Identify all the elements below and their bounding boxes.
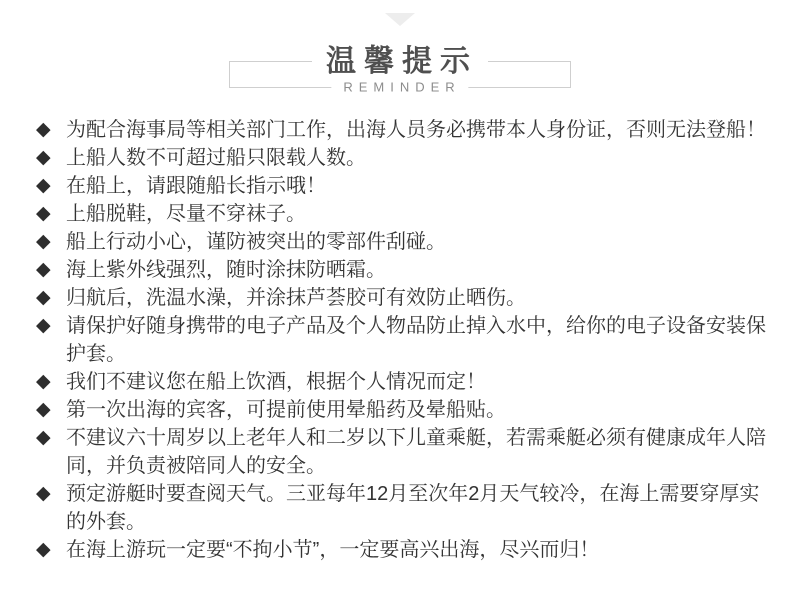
reminder-header: [229, 45, 571, 95]
reminder-text: 归航后，洗温水澡，并涂抹芦荟胶可有效防止晒伤。: [66, 287, 526, 309]
list-item: [36, 256, 768, 284]
reminder-text: 海上紫外线强烈，随时涂抹防晒霜。: [66, 259, 386, 281]
list-item: [36, 368, 768, 396]
list-item: [36, 172, 768, 200]
list-item: [36, 228, 768, 256]
reminder-text: 上船脱鞋，尽量不穿袜子。: [66, 203, 306, 225]
list-item: [36, 312, 768, 368]
list-item: [36, 480, 768, 536]
diamond-bullet-icon: ◆: [36, 427, 51, 448]
diamond-bullet-icon: ◆: [36, 231, 51, 252]
list-item: [36, 424, 768, 480]
list-item: [36, 284, 768, 312]
diamond-bullet-icon: ◆: [36, 315, 51, 336]
list-item: [36, 536, 768, 564]
reminder-text: 预定游艇时要查阅天气。三亚每年12月至次年2月天气较冷，在海上需要穿厚实的外套。: [66, 483, 760, 533]
diamond-bullet-icon: ◆: [36, 399, 51, 420]
list-item: [36, 144, 768, 172]
diamond-bullet-icon: ◆: [36, 371, 51, 392]
triangle-down-icon: [385, 13, 415, 26]
reminder-text: 我们不建议您在船上饮酒，根据个人情况而定！: [66, 371, 486, 393]
reminder-text: 第一次出海的宾客，可提前使用晕船药及晕船贴。: [66, 399, 506, 421]
diamond-bullet-icon: ◆: [36, 119, 51, 140]
diamond-bullet-icon: ◆: [36, 259, 51, 280]
reminder-text: 不建议六十周岁以上老年人和二岁以下儿童乘艇，若需乘艇必须有健康成年人陪同，并负责被陪同人的安全。: [66, 427, 766, 477]
diamond-bullet-icon: ◆: [36, 287, 51, 308]
reminder-list: [0, 116, 800, 564]
list-item: [36, 200, 768, 228]
reminder-text: 在船上，请跟随船长指示哦！: [66, 175, 326, 197]
page-title: 温馨提示: [312, 47, 488, 77]
list-item: [36, 396, 768, 424]
diamond-bullet-icon: ◆: [36, 175, 51, 196]
diamond-bullet-icon: ◆: [36, 539, 51, 560]
reminder-text: 上船人数不可超过船只限载人数。: [66, 147, 366, 169]
reminder-text: 为配合海事局等相关部门工作，出海人员务必携带本人身份证，否则无法登船！: [66, 119, 766, 141]
diamond-bullet-icon: ◆: [36, 147, 51, 168]
list-item: [36, 116, 768, 144]
reminder-text: 在海上游玩一定要“不拘小节”，一定要高兴出海，尽兴而归！: [66, 539, 600, 561]
page-subtitle: REMINDER: [331, 81, 468, 94]
reminder-text: 船上行动小心，谨防被突出的零部件刮碰。: [66, 231, 446, 253]
reminder-text: 请保护好随身携带的电子产品及个人物品防止掉入水中，给你的电子设备安装保护套。: [66, 315, 766, 365]
diamond-bullet-icon: ◆: [36, 483, 51, 504]
diamond-bullet-icon: ◆: [36, 203, 51, 224]
